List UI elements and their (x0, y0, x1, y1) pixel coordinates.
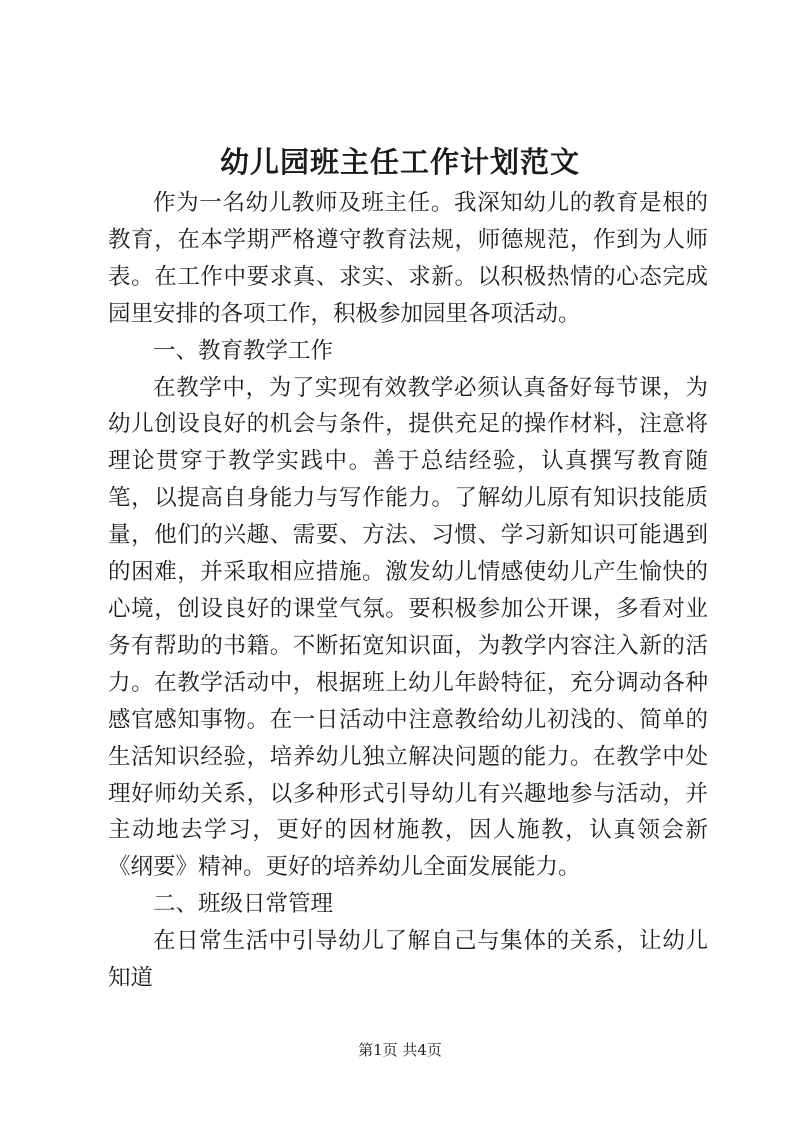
section-heading-class-management: 二、班级日常管理 (153, 891, 334, 918)
page-footer: 第1页 共4页 (358, 1041, 442, 1059)
document-body (108, 185, 708, 997)
section-heading-teaching: 一、教育教学工作 (153, 337, 334, 364)
intro-paragraph: 作为一名幼儿教师及班主任。我深知幼儿的教育是根的教育，在本学期严格遵守教育法规，师德规范，作到为人师表。在工作中要求真、求实、求新。以积极热情的心态完成园里安排的各项工作，积极参加园里各项活动。 (108, 190, 708, 327)
management-paragraph: 在日常生活中引导幼儿了解自己与集体的关系，让幼儿知道 (108, 928, 708, 992)
document-title: 幼儿园班主任工作计划范文 (219, 145, 580, 179)
teaching-paragraph: 在教学中，为了实现有效教学必须认真备好每节课，为幼儿创设良好的机会与条件，提供充足的操作材料，注意将理论贯穿于教学实践中。善于总结经验，认真撰写教育随笔，以提高自身能力与写作能力。了解幼儿原有知识技能质量，他们的兴趣、需要、方法、习惯、学习新知识可能遇到的困难，并采取相应措施。激发幼儿情感使幼儿产生愉快的心境，创设良好的课堂气氛。要积极参加公开课，多看对业务有帮助的书籍。不断拓宽知识面，为教学内容注入新的活力。在教学活动中，根据班上幼儿年龄特征，充分调动各种感官感知事物。在一日活动中注意教给幼儿初浅的、简单的生活知识经验，培养幼儿独立解决问题的能力。在教学中处理好师幼关系，以多种形式引导幼儿有兴趣地参与活动，并主动地去学习，更好的因材施教，因人施教，认真领会新《纲要》精神。更好的培养幼儿全面发展能力。 (108, 374, 708, 881)
